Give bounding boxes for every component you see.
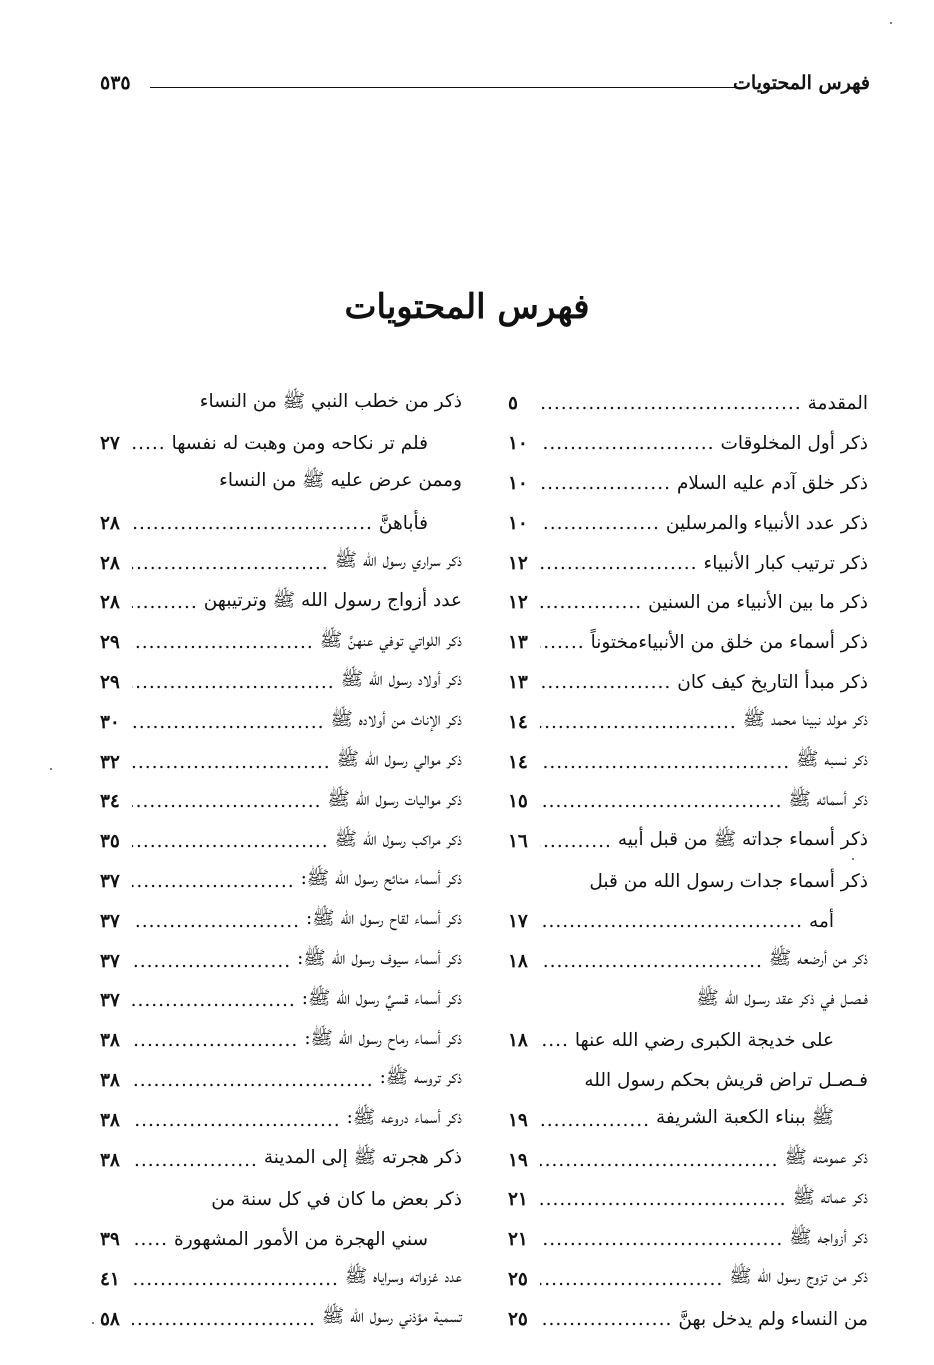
toc-entry [100,1260,462,1300]
toc-entry-title: سني الهجرة من الأمور المشهورة [174,1229,428,1251]
toc-entry-page: ٣٨ [100,1030,120,1052]
toc-entry-title: ذكر أول المخلوقات [720,433,868,455]
toc-entry [100,901,462,941]
toc-entry [508,1021,868,1061]
toc-entry [508,941,868,981]
toc-entry [100,822,462,862]
toc-entry-page: ١٨ [508,1030,528,1052]
toc-entry-title: ذكر اللواتي توفي عنهنَّ ﷺ [319,629,462,651]
toc-entry [100,1180,462,1220]
dot-leader [540,1189,786,1210]
toc-entry [100,1061,462,1101]
scan-speck [890,22,892,24]
toc-entry-page: ٥٨ [100,1308,120,1330]
toc-column-left [100,384,462,1339]
page-number: ٥٣٥ [100,72,131,94]
toc-entry [100,862,462,902]
dot-leader [540,1309,672,1330]
toc-entry-title: ذكر أسماء سيوف رسول الله ﷺ: [297,948,462,970]
toc-entry-title: ذكر أزواجه ﷺ [789,1226,868,1248]
header-rule [150,87,745,88]
toc-entry-title: ذكر أسماء من خلق من الأنبياءمختوناً [590,632,868,654]
toc-entry-page: ٣٧ [100,950,120,972]
dot-leader [132,752,331,773]
toc-entry-title: ذكر موالي رسول الله ﷺ [336,749,462,771]
toc-entry-title: ذكر عمومته ﷺ [784,1147,868,1169]
toc-entry [508,663,868,703]
toc-entry-title: ذكر أسمائه ﷺ [788,788,868,810]
dot-leader [132,1309,316,1330]
toc-entry [508,782,868,822]
scan-speck [50,768,52,770]
toc-entry [100,1100,462,1140]
toc-entry-title: عدد غزواته وسراياه ﷺ [344,1266,462,1288]
toc-entry [508,583,868,623]
toc-entry-title: ذكر ما بين الأنبياء من السنين [648,592,868,614]
toc-entry-page: ٢٨ [100,592,120,614]
toc-entry [100,543,462,583]
toc-entry-page: ٢٩ [100,632,120,654]
dot-leader [540,1150,779,1171]
toc-entry-page: ٢٨ [100,552,120,574]
toc-entry [100,941,462,981]
dot-leader [132,513,373,534]
toc-entry-page: ٢١ [508,1189,528,1211]
toc-entry-title: ذكر عدد الأنبياء والمرسلين [665,512,868,534]
dot-leader [132,553,329,574]
toc-entry-page: ٢١ [508,1229,528,1251]
toc-entry [100,583,462,623]
toc-entry [100,1021,462,1061]
dot-leader [540,911,803,932]
dot-leader [540,752,790,773]
dot-leader [540,553,698,574]
dot-leader [540,672,671,693]
toc-entry-title: ذكر أسماء منائح رسول الله ﷺ: [300,868,462,890]
toc-entry-title: فلم تر نكاحه ومن وهبت له نفسها [171,433,428,455]
dot-leader [132,1150,258,1171]
toc-entry [100,663,462,703]
toc-entry-page: ١٥ [508,791,528,813]
dot-leader [132,632,314,653]
toc-entry [100,1140,462,1180]
toc-entry-page: ٣٨ [100,1069,120,1091]
toc-entry-page: ٣٩ [100,1229,120,1251]
scan-speck [852,858,854,860]
dot-leader [540,473,671,494]
toc-entry [508,862,868,902]
toc-entry [508,623,868,663]
dot-leader [132,951,291,972]
toc-entry [100,424,462,464]
dot-leader [132,911,300,932]
toc-entry-title: وممن عرض عليه ﷺ من النساء [219,470,462,492]
toc-entry-title: ذكر مراكب رسول الله ﷺ [334,828,462,850]
toc-entry [508,464,868,504]
toc-entry [100,742,462,782]
toc-entry-page: ١٧ [508,910,528,932]
dot-leader [132,712,325,733]
toc-entry-title: ذكر أسماء لقاح رسول الله ﷺ: [306,908,462,930]
toc-entry-title: على خديجة الكبرى رضي الله عنها [574,1030,834,1052]
toc-entry-title: من النساء ولم يدخل بهنَّ [678,1308,868,1330]
toc-entry-page: ٢٥ [508,1308,528,1330]
dot-leader [540,1229,783,1250]
toc-entry [508,543,868,583]
toc-entry [100,384,462,424]
toc-entry-page: ٢٧ [100,433,120,455]
toc-entry-page: ١٠ [508,512,528,534]
dot-leader [132,871,295,892]
toc-entry-page: ٣٧ [100,990,120,1012]
toc-entry [508,424,868,464]
toc-entry-title: ﷺ ببناء الكعبة الشريفة [656,1107,834,1129]
toc-entry [100,503,462,543]
toc-entry-title: عدد أزواج رسول الله ﷺ وترتيبهن [203,589,462,611]
toc-entry [508,981,868,1021]
toc-entry-title: ذكر مبدأ التاريخ كيف كان [677,671,868,693]
dot-leader [132,672,335,693]
toc-entry [508,1180,868,1220]
toc-entry-page: ١٢ [508,592,528,614]
page-title: فهرس المحتويات [344,287,590,327]
toc-entry-title: ذكر عماته ﷺ [792,1186,868,1208]
dot-leader [540,632,585,653]
dot-leader [540,791,783,812]
toc-entry-page: ١٢ [508,552,528,574]
toc-entry [100,464,462,504]
dot-leader [540,1030,569,1051]
toc-entry [508,901,868,941]
toc-entry-page: ٥ [508,393,518,415]
toc-entry-page: ١٠ [508,472,528,494]
toc-entry [100,1220,462,1260]
toc-entry-page: ١٦ [508,831,528,853]
dot-leader [540,1269,723,1290]
toc-entry-title: ذكر نسبه ﷺ [796,749,868,771]
toc-entry-page: ٣٨ [100,1109,120,1131]
toc-entry-page: ١٨ [508,950,528,972]
toc-entry-title: ذكر سراري رسول الله ﷺ [334,550,462,572]
toc-entry-title: تسمية مؤذني رسول الله ﷺ [321,1306,462,1328]
toc-entry-title: ذكر أولاد رسول الله ﷺ [340,669,462,691]
toc-entry [508,384,868,424]
toc-entry-page: ٣٧ [100,910,120,932]
dot-leader [132,1110,341,1131]
toc-entry-title: المقدمة [807,393,868,415]
toc-entry [508,1299,868,1339]
toc-entry-page: ١٣ [508,671,528,693]
scan-speck [92,1322,94,1324]
toc-entry-page: ٣٥ [100,831,120,853]
toc-entry-title: ذكر مواليات رسول الله ﷺ [327,788,462,810]
toc-entry-title: ذكر من أرضعه ﷺ [768,948,868,970]
dot-leader [540,951,763,972]
toc-entry-title: ذكر الإناث من أولاده ﷺ [330,709,462,731]
running-title: فهرس المحتويات [733,72,870,94]
dot-leader [132,791,321,812]
dot-leader [132,592,198,613]
toc-entry-title: ذكر من خطب النبي ﷺ من النساء [199,390,462,412]
toc-entry [100,702,462,742]
toc-entry [100,623,462,663]
toc-entry-page: ٤١ [100,1268,120,1290]
toc-entry-page: ٢٨ [100,512,120,534]
dot-leader [540,433,714,454]
toc-entry-page: ٣٧ [100,870,120,892]
toc-entry-title: فأباهنَّ [378,512,428,534]
dot-leader [132,1070,374,1091]
toc-entry-title: ذكر هجرته ﷺ إلى المدينة [263,1147,462,1169]
toc-entry-page: ١٣ [508,632,528,654]
toc-entry [508,702,868,742]
toc-entry-title: ذكر أسماء قسيِّ رسول الله ﷺ: [301,987,462,1009]
toc-entry-page: ١٩ [508,1149,528,1171]
dot-leader [540,513,660,534]
toc-entry-page: ٢٥ [508,1268,528,1290]
running-header [100,66,870,100]
toc-entry [508,822,868,862]
toc-entry-page: ١٠ [508,433,528,455]
toc-entry [100,782,462,822]
dot-leader [540,712,737,733]
toc-entry-title: ذكر من تزوج رسول الله ﷺ [729,1266,868,1288]
toc-entry-title: ذكر تروسه ﷺ: [379,1067,462,1089]
toc-entry-title: ذكر أسماء جداته ﷺ من قبل أبيه [617,828,868,850]
toc-entry [508,742,868,782]
toc-entry-title: ذكر أسماء دروعه ﷺ: [346,1107,462,1129]
dot-leader [540,1110,650,1131]
toc-entry-title: أمه [809,910,834,932]
toc-entry-title: ذكر خلق آدم عليه السلام [676,472,868,494]
toc-entry-title: فـصـل تراض قريش بحكم رسول الله [584,1069,868,1091]
toc-entry-page: ٣٤ [100,791,120,813]
toc-entry [508,1260,868,1300]
dot-leader [540,592,642,613]
toc-entry-page: ١٩ [508,1109,528,1131]
toc-entry [100,1299,462,1339]
dot-leader [132,1229,168,1250]
toc-entry-title: ذكر أسماء رماح رسول الله ﷺ: [304,1027,462,1049]
toc-entry-page: ٣٢ [100,751,120,773]
dot-leader [132,433,166,454]
toc-entry [508,1220,868,1260]
dot-leader [132,1269,339,1290]
toc-entry-title: ذكر مولد نبينا محمد ﷺ [742,709,868,731]
toc-entry [508,503,868,543]
toc-entry-page: ١٤ [508,711,528,733]
toc-entry [100,981,462,1021]
toc-entry-page: ١٤ [508,751,528,773]
toc-entry-page: ٢٩ [100,671,120,693]
dot-leader [540,831,612,852]
dot-leader [132,1030,298,1051]
toc-entry-title: ذكر أسماء جدات رسول الله من قبل [589,870,868,892]
dot-leader [540,393,802,414]
toc-entry-title: ذكر بعض ما كان في كل سنة من [211,1189,462,1211]
toc-entry-page: ٣٨ [100,1149,120,1171]
toc-entry [508,1100,868,1140]
dot-leader [132,990,296,1011]
dot-leader [132,831,329,852]
toc-column-right [508,384,868,1339]
toc-entry [508,1140,868,1180]
toc-entry-title: ذكر ترتيب كبار الأنبياء [703,552,868,574]
toc-entry-page: ٣٠ [100,711,120,733]
toc-entry [508,1061,868,1101]
toc-entry-title: فـصـل في ذكر عقد رسـول الله ﷺ [696,987,868,1009]
